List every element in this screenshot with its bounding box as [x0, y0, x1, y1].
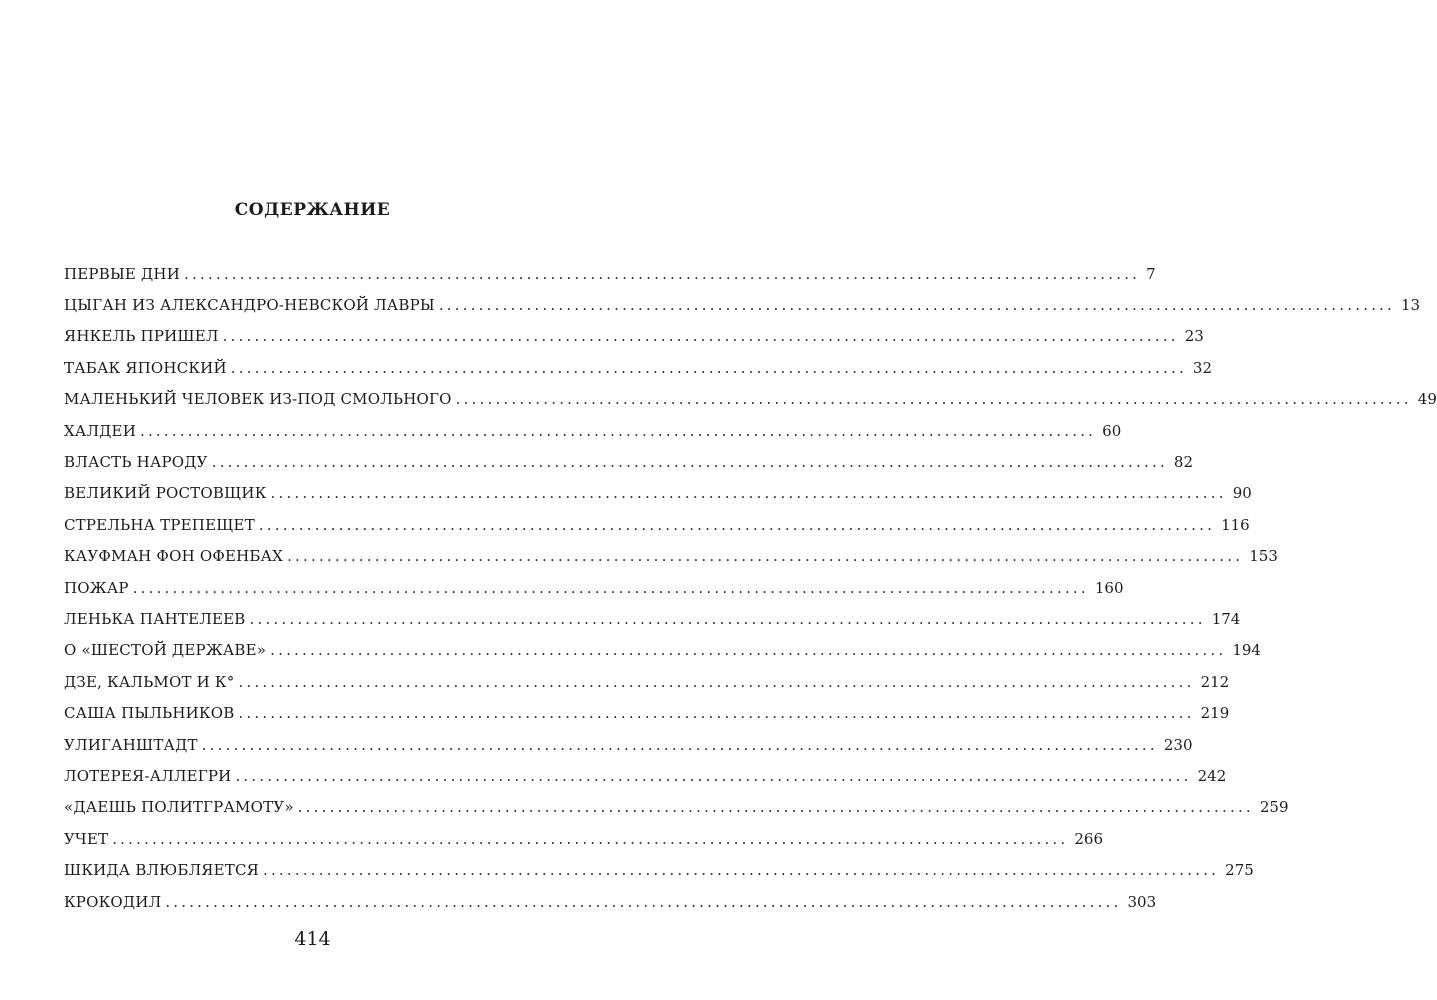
- dot-leader: ........................................................................................................................: [183, 264, 1141, 283]
- dot-leader: ........................................................................................................................: [287, 547, 1244, 566]
- toc-entry-title: ЦЫГАН ИЗ АЛЕКСАНДРО-НЕВСКОЙ ЛАВРЫ: [64, 296, 435, 315]
- toc-entry-page: 174: [1211, 609, 1241, 628]
- toc-entry-title: ДЗЕ, КАЛЬМОТ И К°: [64, 672, 235, 691]
- toc-entry-title: ПОЖАР: [64, 578, 129, 597]
- toc-entry-page: 32: [1192, 358, 1213, 377]
- page-number: 414: [294, 928, 331, 950]
- toc-entry: [64, 384, 1437, 415]
- toc-entry: [64, 792, 1289, 823]
- dot-leader: ........................................................................................................................: [139, 421, 1097, 440]
- toc-entry-page: 259: [1259, 798, 1289, 817]
- dot-leader: ........................................................................................................................: [132, 578, 1089, 597]
- dot-leader: ........................................................................................................................: [270, 484, 1227, 503]
- dot-leader: ........................................................................................................................: [112, 829, 1069, 848]
- toc-entry-page: 219: [1200, 704, 1230, 723]
- toc-entry-page: 7: [1146, 264, 1156, 283]
- dot-leader: ........................................................................................................................: [235, 766, 1192, 785]
- toc-entry-title: КРОКОДИЛ: [64, 892, 162, 911]
- dot-leader: ........................................................................................................................: [238, 672, 1195, 691]
- toc-entry: [64, 258, 1156, 289]
- toc-entry: [64, 603, 1241, 634]
- dot-leader: ........................................................................................................................: [258, 515, 1216, 534]
- toc-entry-title: САША ПЫЛЬНИКОВ: [64, 704, 235, 723]
- toc-entry-page: 194: [1232, 641, 1261, 660]
- toc-entry: [64, 886, 1157, 917]
- toc-entry: [64, 823, 1104, 854]
- toc-entry-title: О «ШЕСТОЙ ДЕРЖАВЕ»: [64, 641, 267, 660]
- contents-heading: СОДЕРЖАНИЕ: [234, 200, 391, 220]
- toc-entry: [64, 289, 1421, 320]
- toc-entry-title: ЛОТЕРЕЯ-АЛЛЕГРИ: [64, 766, 232, 785]
- toc-entry-page: 116: [1221, 515, 1250, 534]
- toc-entry-title: ШКИДА ВЛЮБЛЯЕТСЯ: [64, 861, 259, 880]
- toc-entry: [64, 541, 1278, 572]
- dot-leader: ........................................................................................................................: [438, 296, 1395, 315]
- toc-entry-page: 13: [1401, 296, 1421, 315]
- dot-leader: ........................................................................................................................: [165, 892, 1122, 911]
- toc-entry-title: МАЛЕНЬКИЙ ЧЕЛОВЕК ИЗ-ПОД СМОЛЬНОГО: [64, 390, 452, 409]
- toc-entry-page: 90: [1232, 484, 1252, 503]
- toc-entry-title: ТАБАК ЯПОНСКИЙ: [64, 358, 227, 377]
- toc-entry-page: 23: [1184, 327, 1204, 346]
- dot-leader: ........................................................................................................................: [222, 327, 1179, 346]
- toc-entry-page: 82: [1173, 453, 1193, 472]
- toc-entry: [64, 352, 1213, 383]
- dot-leader: ........................................................................................................................: [201, 735, 1158, 754]
- toc-entry-title: ВЛАСТЬ НАРОДУ: [64, 453, 208, 472]
- toc-entry-page: 212: [1200, 672, 1230, 691]
- toc-entry: [64, 415, 1122, 446]
- dot-leader: ........................................................................................................................: [238, 704, 1195, 723]
- table-of-contents: [64, 258, 1437, 917]
- dot-leader: ........................................................................................................................: [249, 609, 1206, 628]
- toc-entry: [64, 854, 1254, 885]
- toc-entry: [64, 697, 1230, 728]
- dot-leader: ........................................................................................................................: [230, 358, 1187, 377]
- toc-entry-title: ВЕЛИКИЙ РОСТОВЩИК: [64, 484, 267, 503]
- toc-entry: [64, 572, 1124, 603]
- toc-entry: [64, 321, 1204, 352]
- toc-entry-title: УЛИГАНШТАДТ: [64, 735, 198, 754]
- toc-entry-title: ЛЕНЬКА ПАНТЕЛЕЕВ: [64, 609, 246, 628]
- dot-leader: ........................................................................................................................: [270, 641, 1227, 660]
- toc-entry-title: «ДАЕШЬ ПОЛИТГРАМОТУ»: [64, 798, 294, 817]
- toc-entry-page: 49: [1417, 390, 1437, 409]
- toc-entry: [64, 729, 1193, 760]
- toc-entry-page: 275: [1225, 861, 1254, 880]
- toc-entry: [64, 478, 1252, 509]
- toc-entry: [64, 509, 1250, 540]
- toc-entry: [64, 760, 1227, 791]
- dot-leader: ........................................................................................................................: [262, 861, 1220, 880]
- toc-entry-title: УЧЕТ: [64, 829, 109, 848]
- toc-entry-page: 60: [1102, 421, 1122, 440]
- toc-entry-page: 242: [1197, 766, 1227, 785]
- dot-leader: ........................................................................................................................: [211, 453, 1168, 472]
- toc-entry-title: ЯНКЕЛЬ ПРИШЕЛ: [64, 327, 219, 346]
- toc-entry-title: СТРЕЛЬНА ТРЕПЕЩЕТ: [64, 515, 255, 534]
- toc-entry-page: 230: [1163, 735, 1193, 754]
- dot-leader: ........................................................................................................................: [455, 390, 1412, 409]
- toc-entry-page: 153: [1249, 547, 1278, 566]
- toc-entry: [64, 666, 1230, 697]
- toc-entry-title: КАУФМАН ФОН ОФЕНБАХ: [64, 547, 284, 566]
- toc-entry: [64, 635, 1261, 666]
- toc-entry: [64, 446, 1193, 477]
- toc-entry-page: 160: [1094, 578, 1124, 597]
- toc-entry-title: ПЕРВЫЕ ДНИ: [64, 264, 180, 283]
- toc-entry-page: 303: [1127, 892, 1157, 911]
- dot-leader: ........................................................................................................................: [297, 798, 1254, 817]
- toc-entry-page: 266: [1074, 829, 1104, 848]
- toc-entry-title: ХАЛДЕИ: [64, 421, 136, 440]
